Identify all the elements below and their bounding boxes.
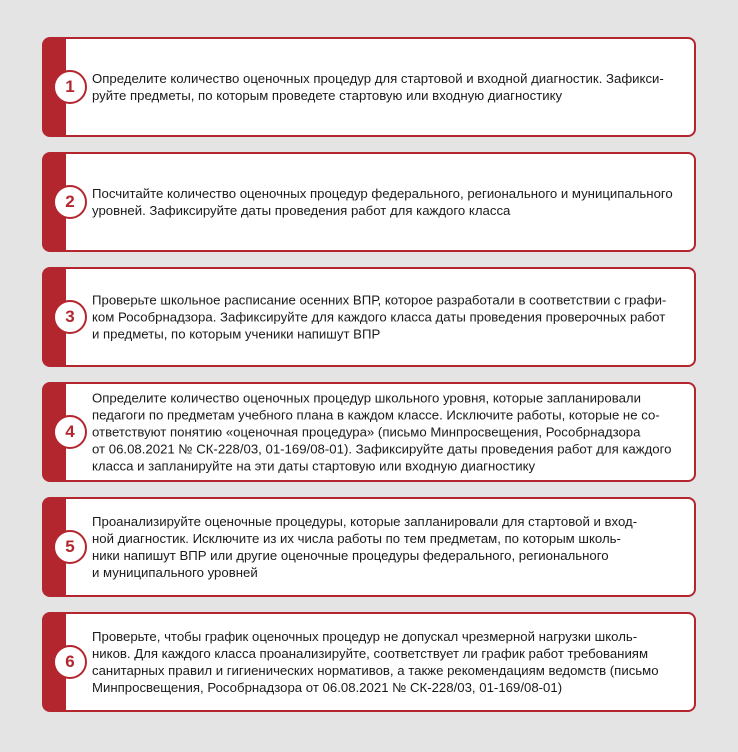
- step-text: Определите количество оценочных процедур школьного уровня, которые запланировали педагоги по предметам учебного плана в каждом классе. Исключите работы, которые не со- ответствуют понятию «оценочная процедура» (письмо Минпросвещения, Рособрнадзора от 06.08.2021 № СК-228/03, 01-169/08-01). Зафиксируйте даты проведения работ для каждого класса и запланируйте на эти даты стартовую или входную диагностику: [92, 390, 672, 474]
- step-text: Проверьте школьное расписание осенних ВПР, которое разработали в соответствии с графи- ком Рособрнадзора. Зафиксируйте для каждого класса даты проведения проверочных работ и предметы, по которым ученики напишут ВПР: [92, 292, 667, 342]
- step-number-badge: 5: [53, 530, 87, 564]
- step-text: Проверьте, чтобы график оценочных процедур не допускал чрезмерной нагрузки школь- ников. Для каждого класса проанализируйте, соответствует ли график работ требованиям санитарных правил и гигиенических нормативов, а также рекомендациям ведомств (письмо Минпросвещения, Рособрнадзора от 06.08.2021 № СК-228/03, 01-169/08-01): [92, 629, 659, 695]
- step-card-3: [42, 267, 696, 367]
- step-card-2: [42, 152, 696, 252]
- step-number-badge: 1: [53, 70, 87, 104]
- step-number-badge: 3: [53, 300, 87, 334]
- step-text: Проанализируйте оценочные процедуры, которые запланировали для стартовой и вход- ной диагностик. Исключите из их числа работы по тем предметам, по которым школь- ники напишут ВПР или другие оценочные процедуры федерального, регионального и муниципального уровней: [92, 514, 638, 580]
- step-card-6: [42, 612, 696, 712]
- step-text: Определите количество оценочных процедур для стартовой и входной диагностик. Зафикси- руйте предметы, по которым проведете стартовую или входную диагностику: [92, 71, 664, 103]
- step-number-badge: 6: [53, 645, 87, 679]
- steps-list: [42, 37, 696, 712]
- step-text: Посчитайте количество оценочных процедур федерального, регионального и муниципального уровней. Зафиксируйте даты проведения работ для каждого класса: [92, 186, 673, 218]
- step-card-5: [42, 497, 696, 597]
- step-number-badge: 2: [53, 185, 87, 219]
- step-card-1: [42, 37, 696, 137]
- step-number-badge: 4: [53, 415, 87, 449]
- step-card-4: [42, 382, 696, 482]
